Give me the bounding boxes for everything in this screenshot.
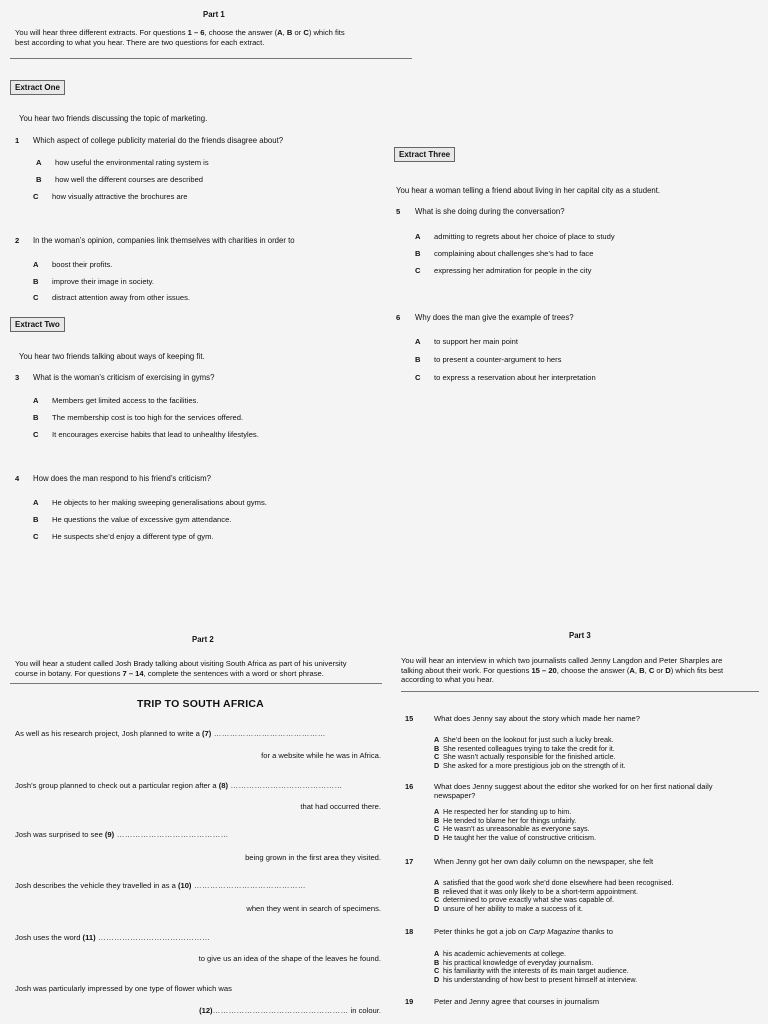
extract-three-label: Extract Three	[394, 147, 455, 162]
sentence-12-end: (12)…………………………………………… in colour.	[199, 1006, 381, 1015]
option-letter: A	[415, 337, 421, 346]
sentence-8-end: that had occurred there.	[300, 802, 381, 811]
option-row[interactable]: B relieved that it was only likely to be a short-term appointment.	[434, 886, 638, 896]
option-text[interactable]: to present a counter-argument to hers	[434, 355, 562, 364]
option-text[interactable]: improve their image in society.	[52, 277, 154, 286]
option-letter: A	[33, 260, 39, 269]
option-row[interactable]: C He wasn’t as unreasonable as everyone says.	[434, 824, 590, 833]
option-letter: B	[36, 175, 42, 184]
option-text[interactable]: how useful the environmental rating system is	[55, 158, 209, 167]
option-text[interactable]: expressing her admiration for people in the city	[434, 266, 592, 275]
question-text: Peter thinks he got a job on Carp Magazine thanks to	[434, 927, 613, 936]
option-row[interactable]: B his practical knowledge of everyday journalism.	[434, 957, 594, 967]
option-letter: C	[415, 373, 421, 382]
option-text[interactable]: to express a reservation about her interpretation	[434, 373, 596, 382]
question-text: When Jenny got her own daily column on the newspaper, she felt	[434, 857, 654, 866]
question-number: 5	[396, 207, 401, 216]
option-letter: C	[415, 266, 421, 275]
option-text[interactable]: admitting to regrets about her choice of place to study	[434, 232, 615, 241]
option-text[interactable]: He suspects she’d enjoy a different type of gym.	[52, 532, 214, 541]
option-text[interactable]: complaining about challenges she’s had to face	[434, 249, 594, 258]
option-text[interactable]: It encourages exercise habits that lead to unhealthy lifestyles.	[52, 430, 259, 439]
part2-instructions: You will hear a student called Josh Brady talking about visiting South Africa as part of his university course in botany. For questions 7 – 14, complete the sentences with a word or short phrase.	[15, 659, 347, 678]
option-letter: C	[33, 532, 39, 541]
question-text: Which aspect of college publicity material do the friends disagree about?	[33, 136, 284, 145]
question-number: 3	[15, 373, 20, 382]
question-number: 17	[405, 857, 414, 866]
sentence-7-end: for a website while he was in Africa.	[261, 751, 381, 760]
gap-11[interactable]: ……………………………………	[95, 933, 211, 942]
option-letter: B	[415, 249, 421, 258]
question-number: 4	[15, 474, 20, 483]
option-row[interactable]: D She asked for a more prestigious job on the strength of it.	[434, 760, 626, 770]
part1-divider	[10, 58, 412, 59]
option-letter: A	[33, 498, 39, 507]
option-letter: B	[33, 515, 39, 524]
option-letter: B	[33, 413, 39, 422]
option-text[interactable]: to support her main point	[434, 337, 519, 346]
question-text: What does Jenny suggest about the editor she worked for on her first national daily newspaper?	[434, 782, 713, 801]
sentence-10-start: Josh describes the vehicle they travelled in as a (10) ……………………………………	[15, 881, 306, 890]
gap-8[interactable]: ……………………………………	[228, 781, 343, 790]
option-text[interactable]: how well the different courses are described	[55, 175, 204, 184]
question-number: 15	[405, 714, 414, 723]
sentence-7-start: As well as his research project, Josh planned to write a (7) ……………………………………	[15, 729, 326, 738]
option-letter: A	[415, 232, 421, 241]
option-row[interactable]: D unsure of her ability to make a success of it.	[434, 903, 583, 913]
extract-one-context: You hear two friends discussing the topic of marketing.	[19, 114, 208, 123]
part1-instructions: You will hear three different extracts. For questions 1 – 6, choose the answer (A, B or C) which fits best according to what you hear. There are two questions for each extract.	[15, 28, 345, 47]
part2-divider	[10, 683, 382, 684]
extract-one-label: Extract One	[10, 80, 65, 95]
option-letter: C	[33, 430, 39, 439]
sentence-10-end: when they went in search of specimens.	[246, 904, 381, 913]
option-row[interactable]: D He taught her the value of constructive criticism.	[434, 832, 597, 842]
option-text[interactable]: The membership cost is too high for the services offered.	[52, 413, 244, 422]
sentence-11-end: to give us an idea of the shape of the leaves he found.	[198, 954, 381, 963]
option-row[interactable]: A He respected her for standing up to him.	[434, 807, 572, 816]
sentence-9-end: being grown in the first area they visited.	[245, 853, 381, 862]
option-letter: C	[33, 192, 39, 201]
extract-two-label: Extract Two	[10, 317, 65, 332]
question-number: 16	[405, 782, 414, 791]
sentence-12-start: Josh was particularly impressed by one type of flower which was	[15, 984, 232, 993]
question-number: 1	[15, 136, 20, 145]
sentence-11-start: Josh uses the word (11) ……………………………………	[15, 933, 211, 942]
question-text: What does Jenny say about the story which made her name?	[434, 714, 640, 723]
part3-divider	[401, 691, 759, 692]
option-text[interactable]: He objects to her making sweeping generalisations about gyms.	[52, 498, 267, 507]
option-letter: C	[33, 293, 39, 302]
question-text: In the woman’s opinion, companies link themselves with charities in order to	[33, 236, 295, 245]
option-text[interactable]: Members get limited access to the facilities.	[52, 396, 199, 405]
option-row[interactable]: A She’d been on the lookout for just such a lucky break.	[434, 735, 614, 744]
part3-title: Part 3	[569, 631, 591, 640]
option-row[interactable]: D his understanding of how best to present himself at interview.	[434, 974, 638, 984]
option-row[interactable]: C determined to prove exactly what she was capable of.	[434, 895, 614, 904]
extract-three-context: You hear a woman telling a friend about living in her capital city as a student.	[396, 186, 661, 195]
question-number: 6	[396, 313, 401, 322]
extract-two-context: You hear two friends talking about ways of keeping fit.	[19, 352, 205, 361]
option-text[interactable]: distract attention away from other issues.	[52, 293, 191, 302]
option-text[interactable]: He questions the value of excessive gym attendance.	[52, 515, 232, 524]
part1-title: Part 1	[203, 10, 225, 19]
option-row[interactable]: B She resented colleagues trying to take the credit for it.	[434, 743, 615, 753]
sentence-8-start: Josh’s group planned to check out a particular region after a (8) ……………………………………	[15, 781, 343, 790]
part2-title: Part 2	[192, 635, 214, 644]
question-number: 19	[405, 997, 414, 1006]
part3-instructions: You will hear an interview in which two journalists called Jenny Langdon and Peter Sharples are talking about their work. For questions 15 – 20, choose the answer (A, B, C or D) which fits best according to what you hear.	[401, 656, 724, 685]
option-letter: B	[415, 355, 421, 364]
option-row[interactable]: C She wasn’t actually responsible for the finished article.	[434, 752, 616, 761]
option-row[interactable]: A his academic achievements at college.	[434, 949, 567, 958]
question-text: Peter and Jenny agree that courses in journalism	[434, 997, 600, 1006]
option-text[interactable]: how visually attractive the brochures are	[52, 192, 188, 201]
option-row[interactable]: B He tended to blame her for things unfairly.	[434, 815, 577, 825]
sentence-9-start: Josh was surprised to see (9) ……………………………………	[15, 830, 229, 839]
option-letter: A	[33, 396, 39, 405]
question-number: 18	[405, 927, 414, 936]
option-text[interactable]: boost their profits.	[52, 260, 113, 269]
gap-9[interactable]: ……………………………………	[114, 830, 229, 839]
option-row[interactable]: A satisfied that the good work she’d done elsewhere had been recognised.	[434, 878, 674, 887]
option-letter: B	[33, 277, 39, 286]
option-row[interactable]: C his familiarity with the interests of its main target audience.	[434, 966, 629, 975]
part2-heading: TRIP TO SOUTH AFRICA	[137, 698, 264, 710]
gap-7[interactable]: ……………………………………	[211, 729, 326, 738]
question-text: How does the man respond to his friend’s criticism?	[33, 474, 211, 483]
question-text: What is the woman’s criticism of exercising in gyms?	[33, 373, 215, 382]
question-text: Why does the man give the example of trees?	[415, 313, 574, 322]
question-number: 2	[15, 236, 20, 245]
gap-12[interactable]: ……………………………………………	[212, 1006, 349, 1015]
question-text: What is she doing during the conversation?	[415, 207, 565, 216]
gap-10[interactable]: ……………………………………	[191, 881, 306, 890]
option-letter: A	[36, 158, 42, 167]
